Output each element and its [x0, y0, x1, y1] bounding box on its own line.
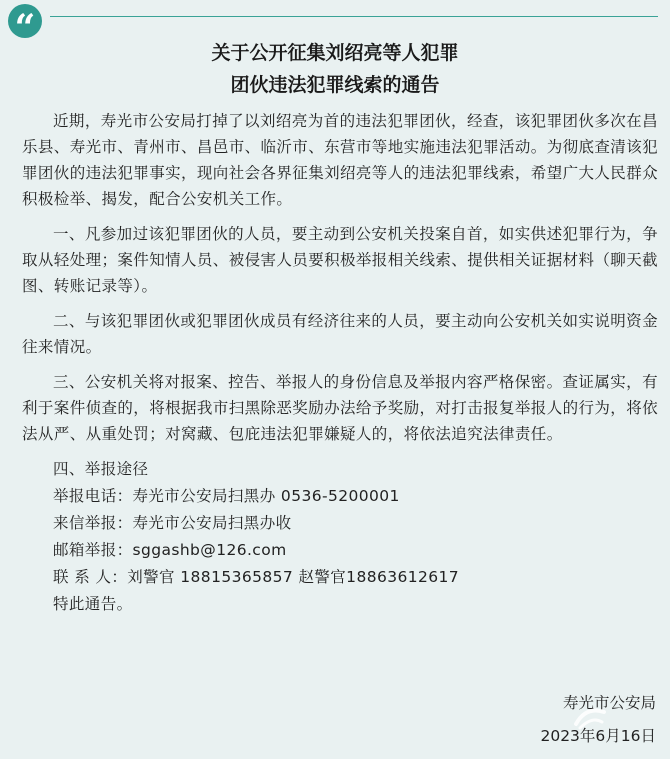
report-channels-heading: 四、举报途径: [53, 460, 149, 478]
report-letter: 来信举报：寿光市公安局扫黑办收: [53, 514, 292, 532]
notice-body: [22, 108, 658, 618]
notice-title-line1: 关于公开征集刘绍亮等人犯罪: [211, 42, 459, 64]
header-divider: [50, 16, 658, 17]
paragraph-item-2: 二、与该犯罪团伙或犯罪团伙成员有经济往来的人员，要主动向公安机关如实说明资金往来情况。: [22, 312, 658, 356]
notice-title-line2: 团伙违法犯罪线索的通告: [230, 74, 440, 96]
issuing-organization: 寿光市公安局: [562, 694, 656, 712]
paragraph-item-3: 三、公安机关将对报案、控告、举报人的身份信息及举报内容严格保密。查证属实，有利于案件侦查的，将根据我市扫黑除恶奖励办法给予奖励，对打击报复举报人的行为，将依法从严、从重处罚；对窝藏、包庇违法犯罪嫌疑人的，将依法追究法律责任。: [22, 373, 659, 443]
report-email: 邮箱举报：sggashb@126.com: [53, 541, 287, 559]
quote-icon: “: [8, 4, 42, 38]
issue-date: 2023年6月16日: [540, 727, 656, 745]
watermark-icon: [572, 704, 608, 732]
paragraph-intro: 近期，寿光市公安局打掉了以刘绍亮为首的违法犯罪团伙，经查，该犯罪团伙多次在昌乐县、寿光市、青州市、昌邑市、临沂市、东营市等地实施违法犯罪活动。为彻底查清该犯罪团伙的违法犯罪事实，现向社会各界征集刘绍亮等人的违法犯罪线索，希望广大人民群众积极检举、揭发，配合公安机关工作。: [22, 112, 659, 208]
report-contacts: 联 系 人：刘警官 18815365857 赵警官18863612617: [53, 568, 460, 586]
closing-line: 特此通告。: [53, 595, 133, 613]
report-phone: 举报电话：寿光市公安局扫黑办 0536-5200001: [53, 487, 400, 505]
paragraph-item-1: 一、凡参加过该犯罪团伙的人员，要主动到公安机关投案自首，如实供述犯罪行为，争取从轻处理；案件知情人员、被侵害人员要积极举报相关线索、提供相关证据材料（聊天截图、转账记录等）。: [22, 225, 659, 295]
